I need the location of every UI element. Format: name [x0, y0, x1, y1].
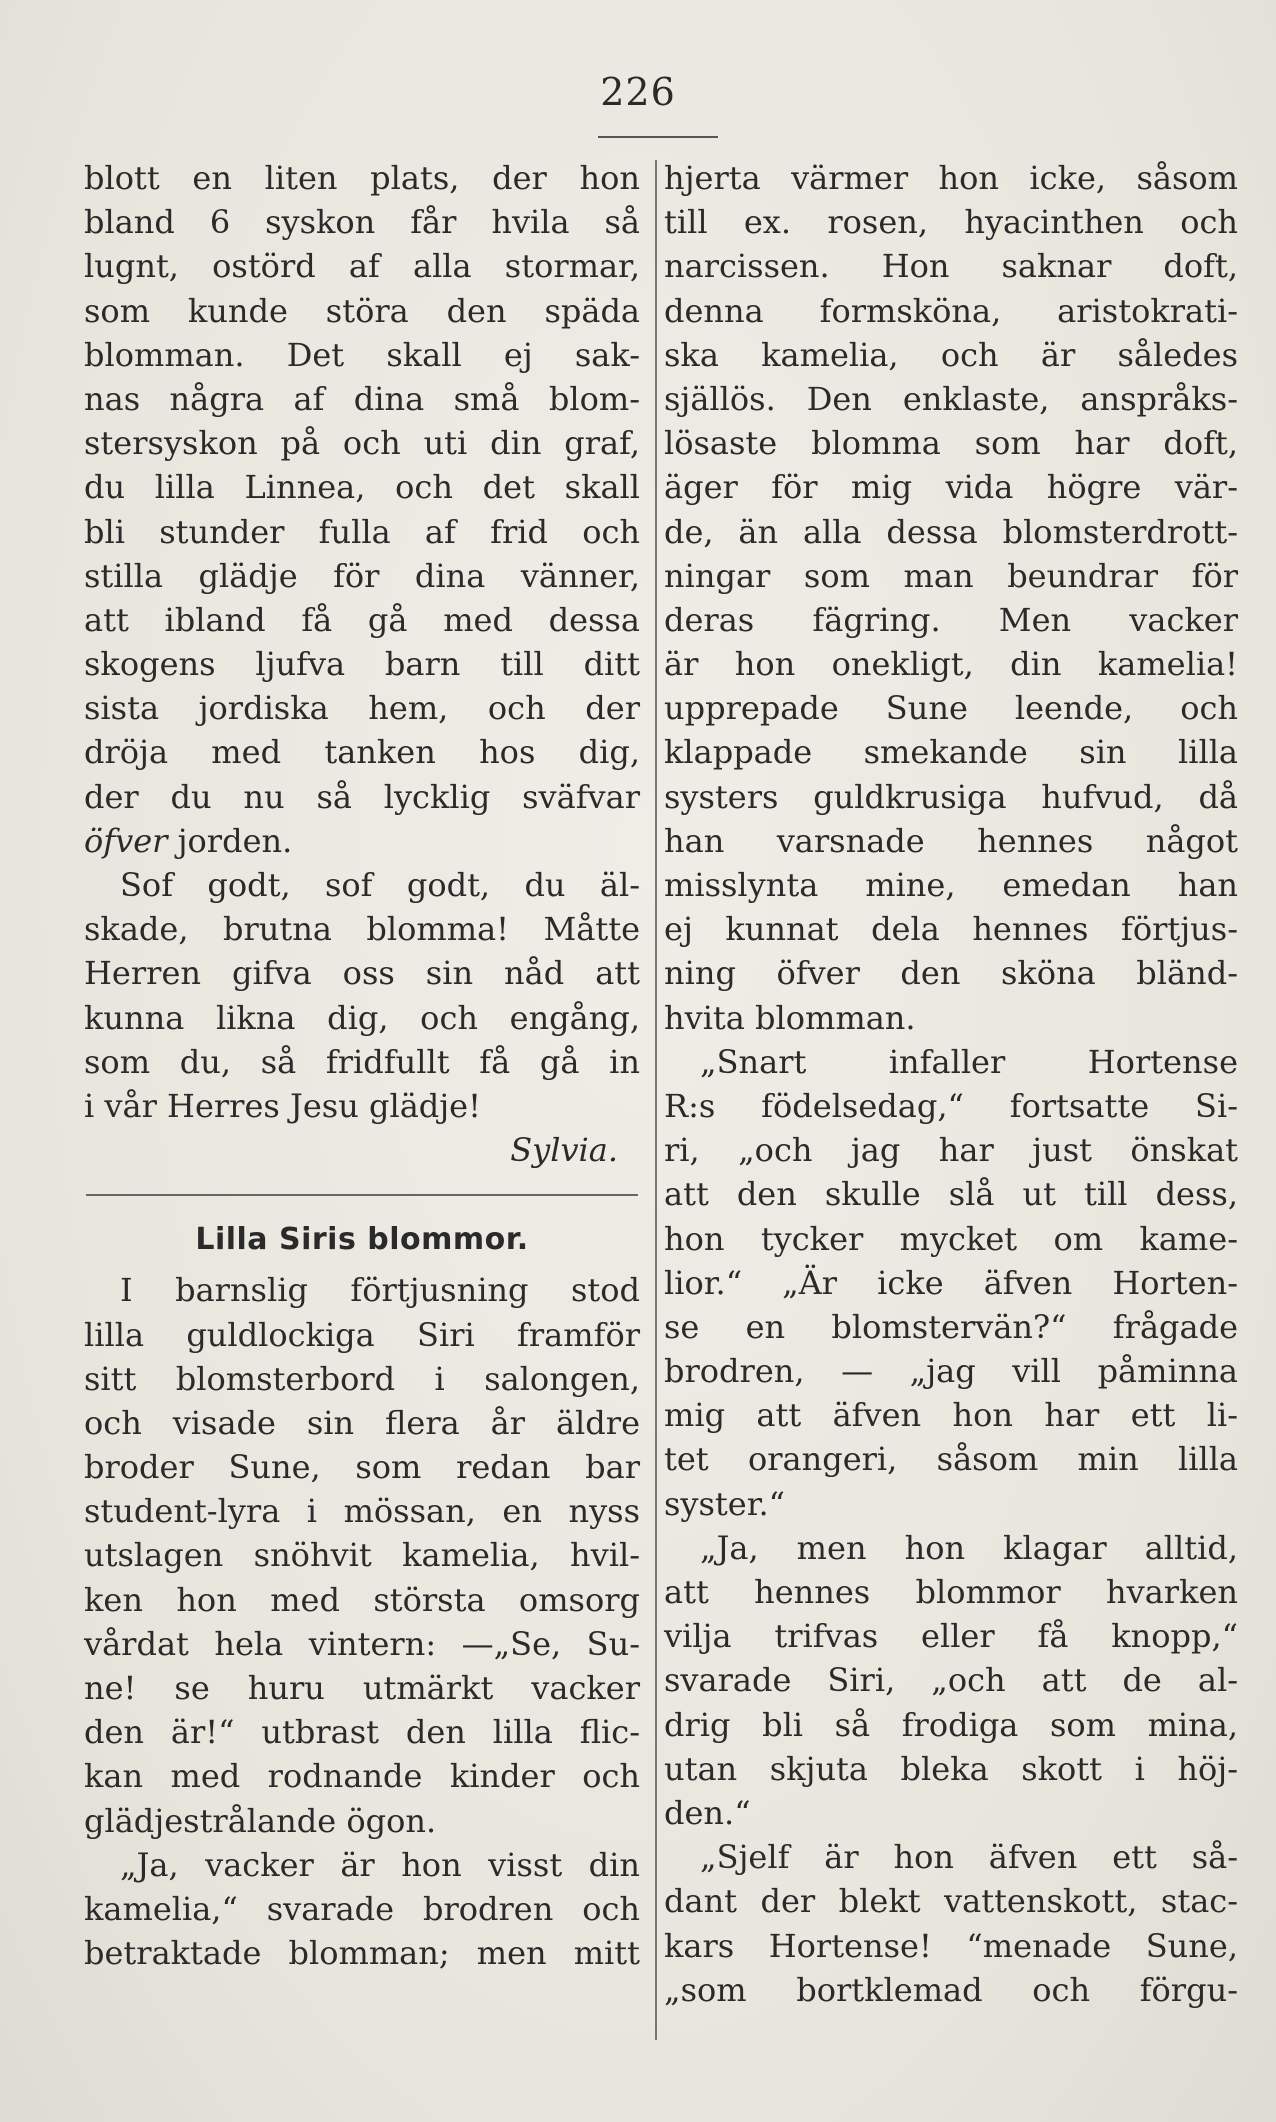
text-line: de, än alla dessa blomsterdrott- [664, 512, 1238, 551]
text-line: ken hon med största omsorg [84, 1580, 640, 1619]
text-line: hon tycker mycket om kame- [664, 1219, 1238, 1258]
text-line: R:s födelsedag,“ fortsatte Si- [664, 1086, 1238, 1125]
text-line: som kunde störa den späda [84, 291, 640, 330]
text-line: sista jordiska hem, och der [84, 689, 640, 728]
text-line: misslynta mine, emedan han [664, 866, 1238, 904]
text-line: ri, „och jag har just önskat [664, 1131, 1238, 1170]
text-line: utslagen snöhvit kamelia, hvil- [84, 1536, 640, 1575]
text-line: hvita blomman. [664, 998, 916, 1037]
text-line: Sof godt, sof godt, du äl- [120, 866, 640, 904]
text-line: lilla guldlockiga Siri framför [84, 1315, 640, 1354]
text-line: som du, så fridfullt få gå in [84, 1042, 640, 1081]
text-line: klappade smekande sin lilla [664, 733, 1238, 772]
text-line: brodren, — „jag vill påminna [664, 1352, 1238, 1391]
text-fragment: jorden. [167, 821, 293, 860]
text-line: systers guldkrusiga hufvud, då [664, 777, 1238, 816]
text-line: ska kamelia, och är således [664, 335, 1238, 374]
text-line: att ibland få gå med dessa [84, 600, 640, 639]
text-line: i vår Herres Jesu glädje! [84, 1086, 481, 1125]
text-line: lior.“ „Är icke äfven Horten- [664, 1263, 1238, 1302]
right-column [664, 156, 1238, 2012]
text-line: att den skulle slå ut till dess, [664, 1175, 1238, 1214]
text-line: skogens ljufva barn till ditt [84, 645, 640, 684]
text-line: se en blomstervän?“ frågade [664, 1307, 1238, 1346]
signature: Sylvia. [510, 1131, 618, 1170]
text-line: ne! se huru utmärkt vacker [84, 1669, 640, 1707]
text-line: broder Sune, som redan bar [84, 1448, 640, 1487]
text-line: utan skjuta bleka skott i höj- [664, 1749, 1238, 1788]
text-line: „Ja, men hon klagar alltid, [700, 1528, 1238, 1567]
text-line: narcissen. Hon saknar doft, [664, 247, 1238, 286]
text-line: bli stunder fulla af frid och [84, 512, 640, 551]
text-line: ej kunnat dela hennes förtjus- [664, 910, 1238, 949]
text-line: I barnslig förtjusning stod [120, 1271, 640, 1310]
text-line: sitt blomsterbord i salongen, [84, 1359, 640, 1398]
text-line: drig bli så frodiga som mina, [664, 1705, 1238, 1744]
text-line: nas några af dina små blom- [84, 379, 640, 418]
text-line: upprepade Sune leende, och [664, 689, 1238, 728]
text-line: deras fägring. Men vacker [664, 600, 1238, 639]
text-line: bland 6 syskon får hvila så [84, 203, 640, 242]
header-rule [598, 136, 718, 138]
text-line [84, 819, 640, 863]
text-line: „Sjelf är hon äfven ett så- [700, 1838, 1238, 1877]
text-line: att hennes blommor hvarken [664, 1573, 1238, 1611]
section-divider [84, 1172, 640, 1212]
text-line: lösaste blomma som har doft, [664, 424, 1238, 463]
text-line: betraktade blomman; men mitt [84, 1934, 640, 1973]
text-line: den är!“ utbrast den lilla flic- [84, 1713, 640, 1752]
text-line: glädjestrålande ögon. [84, 1801, 437, 1840]
text-line: „Snart infaller Hortense [700, 1042, 1238, 1081]
column-divider [655, 160, 657, 2040]
text-line: Herren gifva oss sin nåd att [84, 954, 640, 993]
text-line: hjerta värmer hon icke, såsom [664, 159, 1238, 197]
text-line: tet orangeri, såsom min lilla [664, 1440, 1238, 1479]
text-line: denna formsköna, aristokrati- [664, 291, 1238, 330]
text-line: du lilla Linnea, och det skall [84, 468, 640, 507]
text-line: stersyskon på och uti din graf, [84, 424, 640, 463]
text-line: vilja trifvas eller få knopp,“ [664, 1617, 1238, 1656]
text-line: den.“ [664, 1793, 751, 1832]
text-line: är hon onekligt, din kamelia! [664, 645, 1238, 684]
text-line: kan med rodnande kinder och [84, 1757, 640, 1796]
text-line: stilla glädje för dina vänner, [84, 556, 640, 595]
text-line: svarade Siri, „och att de al- [664, 1661, 1238, 1700]
text-line: ningar som man beundrar för [664, 556, 1238, 595]
text-line: kamelia,“ svarade brodren och [84, 1889, 640, 1928]
text-line: till ex. rosen, hyacinthen och [664, 203, 1238, 242]
text-line: kunna likna dig, och engång, [84, 998, 640, 1037]
text-line: student-lyra i mössan, en nyss [84, 1492, 640, 1531]
text-line: äger för mig vida högre vär- [664, 468, 1238, 507]
text-line: själlös. Den enklaste, anspråks- [664, 379, 1238, 418]
text-line: blott en liten plats, der hon [84, 159, 640, 197]
text-line: mig att äfven hon har ett li- [664, 1396, 1238, 1435]
text-line: lugnt, ostörd af alla stormar, [84, 247, 640, 286]
text-line: der du nu så lycklig sväfvar [84, 777, 640, 816]
text-line: och visade sin flera år äldre [84, 1403, 640, 1442]
text-line: dant der blekt vattenskott, stac- [664, 1882, 1238, 1921]
left-column [84, 156, 640, 1975]
text-line: „Ja, vacker är hon visst din [120, 1845, 640, 1884]
text-line: han varsnade hennes något [664, 821, 1238, 860]
page-number: 226 [600, 70, 676, 114]
text-line: ning öfver den sköna bländ- [664, 954, 1238, 993]
section-title: Lilla Siris blommor. [195, 1222, 529, 1258]
text-line: blomman. Det skall ej sak- [84, 335, 640, 374]
text-line: „som bortklemad och förgu- [664, 1970, 1238, 2009]
text-line: dröja med tanken hos dig, [84, 733, 640, 772]
text-line: syster.“ [664, 1484, 786, 1523]
text-line: vårdat hela vintern: —„Se, Su- [84, 1624, 640, 1663]
text-line: skade, brutna blomma! Måtte [84, 910, 640, 949]
italic-word: öfver [84, 821, 168, 860]
text-line: kars Hortense! “menade Sune, [664, 1926, 1238, 1965]
